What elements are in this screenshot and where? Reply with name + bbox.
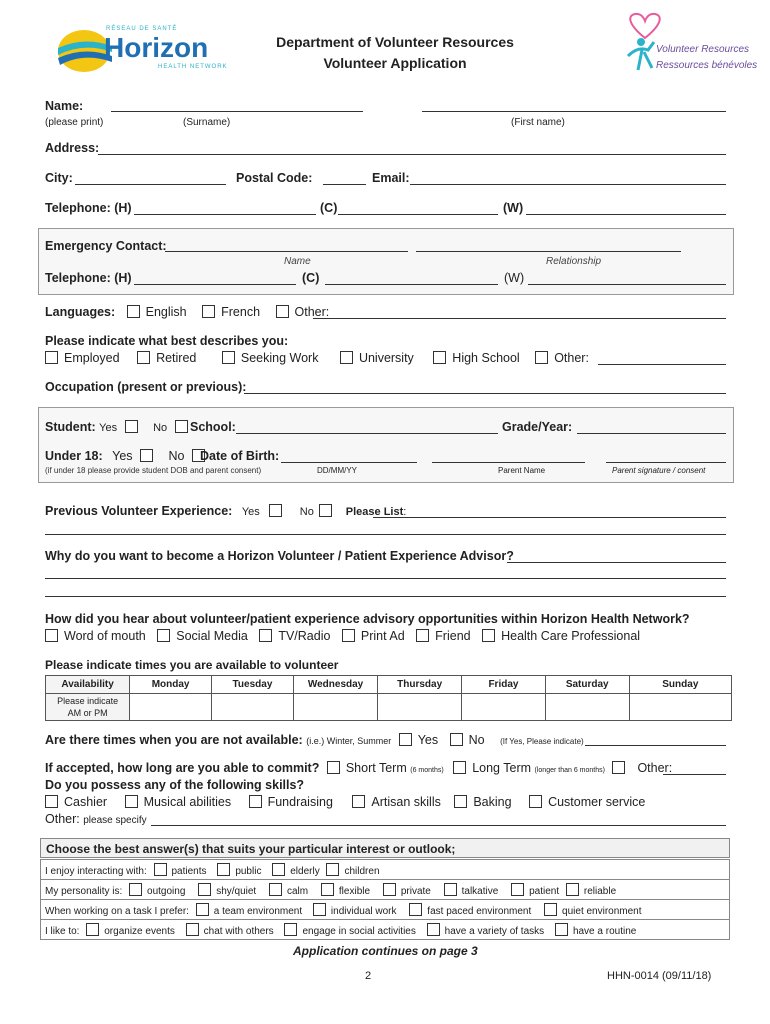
telephone-work-label: (W) bbox=[503, 201, 524, 215]
first-name-hint: (First name) bbox=[511, 117, 565, 128]
form-title: Volunteer Application bbox=[323, 55, 467, 71]
saturday-header: Saturday bbox=[545, 676, 629, 694]
monday-cell[interactable] bbox=[130, 694, 212, 721]
skills-other-field[interactable] bbox=[151, 825, 726, 826]
personality-shy-checkbox[interactable] bbox=[198, 883, 211, 896]
student-no-checkbox[interactable] bbox=[175, 420, 188, 433]
friday-header: Friday bbox=[462, 676, 546, 694]
skill-baking-label: Baking bbox=[473, 795, 512, 809]
row-label-line1: Please indicate bbox=[57, 696, 119, 706]
task-fast-paced-label: fast paced environment bbox=[427, 905, 532, 917]
describes-high-school-label: High School bbox=[452, 351, 520, 365]
hear-social-media-checkbox[interactable] bbox=[157, 629, 170, 642]
describes-employed-checkbox[interactable] bbox=[45, 351, 58, 364]
interacting-patients-label: patients bbox=[171, 865, 207, 877]
not-available-no-label: No bbox=[468, 733, 485, 747]
interacting-elderly-label: elderly bbox=[290, 865, 320, 877]
commit-row bbox=[45, 761, 672, 775]
saturday-cell[interactable] bbox=[545, 694, 629, 721]
describes-retired-checkbox[interactable] bbox=[137, 351, 150, 364]
commit-short-term-label: Short Term bbox=[345, 761, 407, 775]
languages-row bbox=[45, 305, 329, 319]
please-list-label: Please List bbox=[345, 506, 404, 518]
not-available-yes-label: Yes bbox=[417, 733, 439, 747]
skill-artisan-label: Artisan skills bbox=[371, 795, 441, 809]
like-routine-checkbox[interactable] bbox=[555, 923, 568, 936]
parent-name-field[interactable] bbox=[432, 462, 585, 463]
commit-long-term-note: (longer than 6 months) bbox=[534, 767, 605, 774]
language-other-field[interactable] bbox=[313, 318, 726, 319]
availability-am-pm-row bbox=[46, 694, 732, 721]
choose-label: Choose the best answer(s) that suits your particular interest or outlook; bbox=[46, 842, 456, 856]
under18-yes-label: Yes bbox=[112, 449, 133, 463]
surname-hint: (Surname) bbox=[183, 117, 231, 128]
email-label: Email: bbox=[372, 171, 410, 185]
hear-about-label: How did you hear about volunteer/patient experience advisory opportunities within Horizon Health Network? bbox=[45, 612, 690, 626]
dob-field[interactable] bbox=[281, 462, 417, 463]
postal-code-label: Postal Code: bbox=[236, 171, 313, 185]
personality-outgoing-label: outgoing bbox=[147, 885, 186, 897]
hear-tv-radio-checkbox[interactable] bbox=[259, 629, 272, 642]
row-label-line2: AM or PM bbox=[67, 708, 108, 718]
student-yes-checkbox[interactable] bbox=[125, 420, 138, 433]
under18-label: Under 18: bbox=[45, 449, 103, 463]
task-lead: When working on a task I prefer: bbox=[45, 905, 189, 917]
emergency-telephone-label: Telephone: (H) bbox=[45, 271, 132, 285]
form-code: HHN-0014 (09/11/18) bbox=[607, 970, 712, 982]
personality-flexible-label: flexible bbox=[338, 885, 371, 897]
previous-yes-label: Yes bbox=[241, 506, 260, 518]
dob-hint: DD/MM/YY bbox=[317, 466, 357, 475]
telephone-cell-label: (C) bbox=[320, 201, 338, 215]
why-volunteer-field-2[interactable] bbox=[45, 578, 726, 579]
student-yes-label: Yes bbox=[99, 422, 118, 434]
like-organize-label: organize events bbox=[104, 925, 175, 937]
sunday-header: Sunday bbox=[629, 676, 731, 694]
skill-customer-service-checkbox[interactable] bbox=[529, 795, 542, 808]
interacting-public-label: public bbox=[235, 865, 262, 877]
choose-table bbox=[40, 859, 730, 940]
describes-other-label: Other: bbox=[554, 351, 589, 365]
postal-code-field[interactable] bbox=[323, 184, 366, 185]
parent-signature-field[interactable] bbox=[606, 462, 726, 463]
hear-word-of-mouth-checkbox[interactable] bbox=[45, 629, 58, 642]
previous-experience-row bbox=[45, 504, 406, 518]
like-variety-label: have a variety of tasks bbox=[444, 925, 545, 937]
student-no-label: No bbox=[153, 422, 168, 434]
not-available-if-yes: (If Yes, Please indicate) bbox=[500, 737, 584, 746]
under18-yes-checkbox[interactable] bbox=[140, 449, 153, 462]
choose-row-interacting bbox=[41, 860, 730, 880]
city-label: City: bbox=[45, 171, 73, 185]
telephone-home-field[interactable] bbox=[134, 214, 316, 215]
not-available-no-checkbox[interactable] bbox=[450, 733, 463, 746]
page-number: 2 bbox=[365, 970, 372, 982]
skills-other-row bbox=[45, 812, 147, 826]
surname-field[interactable] bbox=[111, 111, 363, 112]
first-name-field[interactable] bbox=[422, 111, 726, 112]
occupation-label: Occupation (present or previous): bbox=[45, 380, 247, 394]
emergency-relationship-field[interactable] bbox=[416, 251, 681, 252]
describes-university-label: University bbox=[358, 351, 414, 365]
please-list-colon: : bbox=[403, 506, 407, 518]
logo-name: Horizon bbox=[104, 32, 209, 63]
describes-seeking-work-label: Seeking Work bbox=[240, 351, 319, 365]
previous-no-checkbox[interactable] bbox=[319, 504, 332, 517]
choose-row-task bbox=[41, 900, 730, 920]
under18-note: (if under 18 please provide student DOB and parent consent) bbox=[45, 466, 262, 475]
describes-seeking-work-checkbox[interactable] bbox=[222, 351, 235, 364]
personality-private-checkbox[interactable] bbox=[383, 883, 396, 896]
school-label: School: bbox=[190, 420, 236, 434]
interacting-elderly-checkbox[interactable] bbox=[272, 863, 285, 876]
interacting-children-label: children bbox=[344, 865, 380, 877]
language-french-checkbox[interactable] bbox=[202, 305, 215, 318]
like-organize-checkbox[interactable] bbox=[86, 923, 99, 936]
thursday-cell[interactable] bbox=[378, 694, 462, 721]
previous-experience-field[interactable] bbox=[373, 517, 726, 518]
hear-print-ad-label: Print Ad bbox=[360, 629, 405, 643]
describes-university-checkbox[interactable] bbox=[340, 351, 353, 364]
like-social-label: engage in social activities bbox=[302, 925, 416, 937]
skills-other-hint: please specify bbox=[83, 815, 147, 826]
availability-header: Availability bbox=[46, 676, 130, 694]
emergency-name-hint: Name bbox=[284, 256, 311, 267]
commit-other-field[interactable] bbox=[663, 774, 726, 775]
student-label: Student: bbox=[45, 420, 96, 434]
personality-shy-label: shy/quiet bbox=[216, 885, 257, 897]
hear-friend-checkbox[interactable] bbox=[416, 629, 429, 642]
vr-logo-line1: Volunteer Resources bbox=[656, 44, 750, 55]
describes-high-school-checkbox[interactable] bbox=[433, 351, 446, 364]
skill-cashier-checkbox[interactable] bbox=[45, 795, 58, 808]
why-volunteer-label: Why do you want to become a Horizon Volunteer / Patient Experience Advisor? bbox=[45, 549, 514, 563]
describes-row bbox=[45, 351, 589, 365]
personality-reliable-checkbox[interactable] bbox=[566, 883, 579, 896]
email-field[interactable] bbox=[410, 184, 726, 185]
address-label: Address: bbox=[45, 141, 100, 155]
telephone-cell-field[interactable] bbox=[338, 214, 498, 215]
personality-reliable-label: reliable bbox=[583, 885, 617, 897]
commit-label: If accepted, how long are you able to commit? bbox=[45, 761, 320, 775]
vr-logo-line2: Ressources bénévoles bbox=[656, 60, 758, 71]
like-chat-label: chat with others bbox=[203, 925, 274, 937]
commit-short-term-checkbox[interactable] bbox=[327, 761, 340, 774]
skill-musical-checkbox[interactable] bbox=[125, 795, 138, 808]
interacting-children-checkbox[interactable] bbox=[326, 863, 339, 876]
occupation-field[interactable] bbox=[244, 393, 726, 394]
under18-row bbox=[45, 449, 211, 463]
sunday-cell[interactable] bbox=[629, 694, 731, 721]
language-english-label: English bbox=[145, 305, 187, 319]
like-chat-checkbox[interactable] bbox=[186, 923, 199, 936]
personality-talkative-checkbox[interactable] bbox=[444, 883, 457, 896]
like-routine-label: have a routine bbox=[572, 925, 637, 937]
skill-cashier-label: Cashier bbox=[64, 795, 108, 809]
logo-tagline-top: RÉSEAU DE SANTÉ bbox=[106, 26, 178, 32]
interacting-public-checkbox[interactable] bbox=[217, 863, 230, 876]
volunteer-resources-logo bbox=[618, 12, 758, 78]
previous-yes-checkbox[interactable] bbox=[269, 504, 282, 517]
like-social-checkbox[interactable] bbox=[284, 923, 297, 936]
commit-short-term-note: (6 months) bbox=[410, 767, 444, 774]
wednesday-cell[interactable] bbox=[293, 694, 377, 721]
task-individual-label: individual work bbox=[330, 905, 397, 917]
personality-calm-checkbox[interactable] bbox=[269, 883, 282, 896]
personality-patient-checkbox[interactable] bbox=[511, 883, 524, 896]
personality-lead: My personality is: bbox=[45, 885, 123, 897]
describes-other-field[interactable] bbox=[598, 364, 726, 365]
language-french-label: French bbox=[221, 305, 261, 319]
emergency-relationship-hint: Relationship bbox=[546, 256, 602, 267]
previous-no-label: No bbox=[299, 506, 314, 518]
commit-long-term-label: Long Term bbox=[472, 761, 532, 775]
describes-other-checkbox[interactable] bbox=[535, 351, 548, 364]
dob-label: Date of Birth: bbox=[200, 449, 280, 463]
skill-artisan-checkbox[interactable] bbox=[352, 795, 365, 808]
task-team-label: a team environment bbox=[213, 905, 303, 917]
language-english-checkbox[interactable] bbox=[127, 305, 140, 318]
name-label: Name: bbox=[45, 99, 84, 113]
choose-row-like bbox=[41, 920, 730, 940]
parent-name-hint: Parent Name bbox=[498, 466, 546, 475]
monday-header: Monday bbox=[130, 676, 212, 694]
task-team-checkbox[interactable] bbox=[196, 903, 209, 916]
city-field[interactable] bbox=[75, 184, 226, 185]
under18-no-label: No bbox=[168, 449, 185, 463]
commit-long-term-checkbox[interactable] bbox=[453, 761, 466, 774]
horizon-logo bbox=[56, 26, 228, 76]
personality-flexible-checkbox[interactable] bbox=[321, 883, 334, 896]
personality-calm-label: calm bbox=[287, 885, 309, 897]
address-field[interactable] bbox=[98, 154, 726, 155]
skill-baking-checkbox[interactable] bbox=[454, 795, 467, 808]
wednesday-header: Wednesday bbox=[293, 676, 377, 694]
please-print-hint: (please print) bbox=[45, 117, 104, 128]
not-available-eg: (i.e.) Winter, Summer bbox=[306, 736, 392, 746]
availability-label: Please indicate times you are available to volunteer bbox=[45, 658, 339, 672]
why-volunteer-field[interactable] bbox=[507, 562, 726, 563]
tuesday-cell[interactable] bbox=[212, 694, 294, 721]
personality-patient-label: patient bbox=[529, 885, 560, 897]
parent-signature-hint: Parent signature / consent bbox=[612, 466, 706, 475]
commit-other-checkbox[interactable] bbox=[612, 761, 625, 774]
emergency-telephone-work-field[interactable] bbox=[528, 284, 726, 285]
not-available-yes-checkbox[interactable] bbox=[399, 733, 412, 746]
availability-row-label bbox=[46, 694, 130, 721]
department-title: Department of Volunteer Resources bbox=[276, 34, 514, 50]
describes-label: Please indicate what best describes you: bbox=[45, 334, 289, 348]
hear-about-row bbox=[45, 629, 640, 643]
continues-note: Application continues on page 3 bbox=[293, 944, 478, 958]
availability-header-row bbox=[46, 676, 732, 694]
school-field[interactable] bbox=[236, 433, 498, 434]
skill-fundraising-checkbox[interactable] bbox=[249, 795, 262, 808]
personality-private-label: private bbox=[400, 885, 431, 897]
logo-tagline-bottom: HEALTH NETWORK bbox=[158, 64, 228, 70]
task-quiet-checkbox[interactable] bbox=[544, 903, 557, 916]
emergency-telephone-cell-label: (C) bbox=[302, 271, 320, 285]
availability-table bbox=[45, 675, 732, 721]
student-row bbox=[45, 420, 194, 434]
emergency-telephone-work-label: (W) bbox=[504, 271, 525, 285]
personality-talkative-label: talkative bbox=[461, 885, 499, 897]
task-quiet-label: quiet environment bbox=[562, 905, 642, 917]
hear-health-care-professional-checkbox[interactable] bbox=[482, 629, 495, 642]
choose-row-personality bbox=[41, 880, 730, 900]
task-individual-checkbox[interactable] bbox=[313, 903, 326, 916]
hear-friend-label: Friend bbox=[435, 629, 471, 643]
personality-outgoing-checkbox[interactable] bbox=[129, 883, 142, 896]
skills-label: Do you possess any of the following skills? bbox=[45, 778, 305, 792]
hear-tv-radio-label: TV/Radio bbox=[278, 629, 331, 643]
why-volunteer-field-3[interactable] bbox=[45, 596, 726, 597]
languages-label: Languages: bbox=[45, 305, 116, 319]
hear-print-ad-checkbox[interactable] bbox=[342, 629, 355, 642]
hear-word-of-mouth-label: Word of mouth bbox=[64, 629, 146, 643]
language-other-checkbox[interactable] bbox=[276, 305, 289, 318]
not-available-label: Are there times when you are not available: bbox=[45, 733, 303, 747]
describes-employed-label: Employed bbox=[64, 351, 120, 365]
emergency-telephone-home-field[interactable] bbox=[134, 284, 296, 285]
not-available-field[interactable] bbox=[585, 745, 726, 746]
commit-other-label: Other: bbox=[637, 761, 673, 775]
grade-year-field[interactable] bbox=[577, 433, 726, 434]
not-available-row bbox=[45, 733, 584, 747]
skill-musical-label: Musical abilities bbox=[143, 795, 232, 809]
previous-experience-field-2[interactable] bbox=[45, 534, 726, 535]
emergency-name-field[interactable] bbox=[165, 251, 408, 252]
thursday-header: Thursday bbox=[378, 676, 462, 694]
tuesday-header: Tuesday bbox=[212, 676, 294, 694]
emergency-contact-label: Emergency Contact: bbox=[45, 239, 167, 253]
skills-row bbox=[45, 795, 645, 809]
friday-cell[interactable] bbox=[462, 694, 546, 721]
like-lead: I like to: bbox=[45, 925, 80, 937]
interacting-lead: I enjoy interacting with: bbox=[45, 865, 147, 877]
like-variety-checkbox[interactable] bbox=[427, 923, 440, 936]
grade-year-label: Grade/Year: bbox=[502, 420, 573, 434]
skill-fundraising-label: Fundraising bbox=[267, 795, 333, 809]
emergency-telephone-cell-field[interactable] bbox=[325, 284, 498, 285]
skill-customer-service-label: Customer service bbox=[548, 795, 646, 809]
hear-social-media-label: Social Media bbox=[176, 629, 248, 643]
skills-other-label: Other: bbox=[45, 812, 80, 826]
task-fast-paced-checkbox[interactable] bbox=[409, 903, 422, 916]
telephone-home-label: Telephone: (H) bbox=[45, 201, 132, 215]
describes-retired-label: Retired bbox=[156, 351, 197, 365]
previous-experience-label: Previous Volunteer Experience: bbox=[45, 504, 233, 518]
choose-header bbox=[40, 838, 730, 858]
language-other-label: Other: bbox=[294, 305, 330, 319]
telephone-work-field[interactable] bbox=[526, 214, 726, 215]
hear-health-care-professional-label: Health Care Professional bbox=[501, 629, 641, 643]
interacting-patients-checkbox[interactable] bbox=[154, 863, 167, 876]
